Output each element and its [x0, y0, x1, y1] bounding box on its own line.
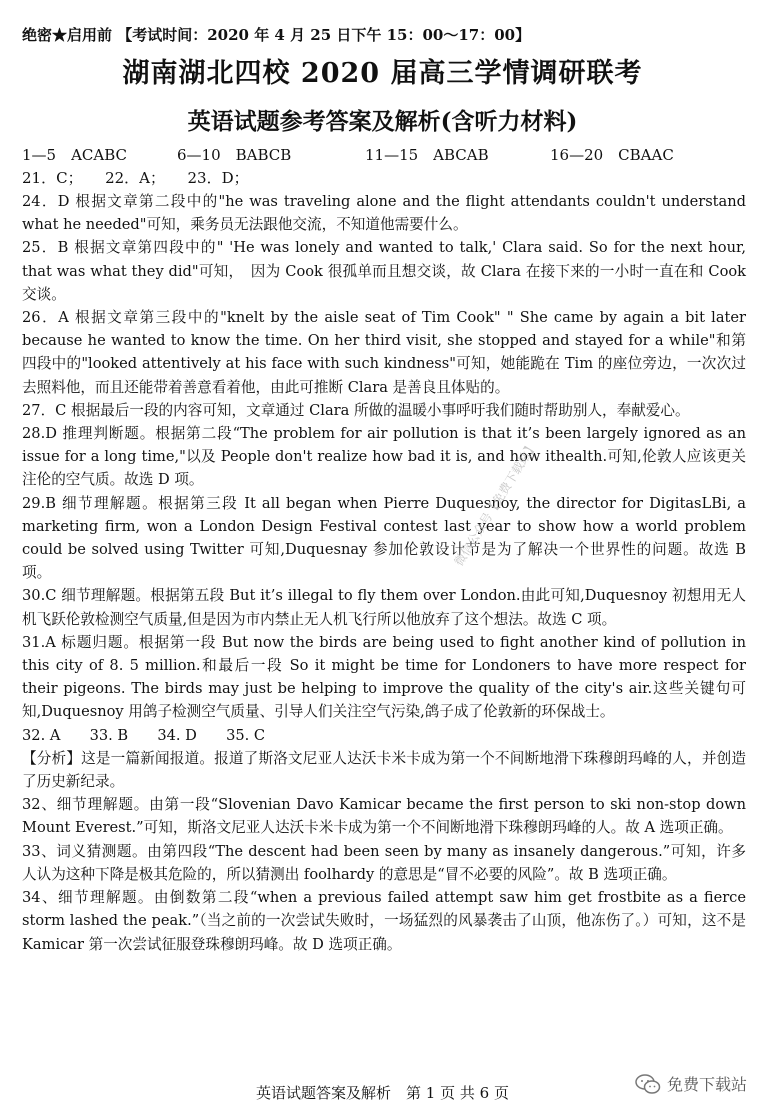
document-subtitle: 英语试题参考答案及解析(含听力材料) — [187, 108, 578, 135]
explanation-26: 26．A 根据文章第三段中的"knelt by the aisle seat of Tim Cook" " She came by again a bit later because he wanted to know the time. On her third visit, she stopped and stayed for a while"和第四段中的"looked attentively at his face with such kindness"可知，她能跪在 Tim 的座位旁边，一次次过去照料他，而且还能带着善意看着他，由此可推断 Clara 是善良且体贴的。 — [22, 309, 746, 396]
answer-group-16-20: 16—20 CBAAC — [550, 146, 674, 164]
brand-badge — [635, 1072, 747, 1095]
diagonal-watermark: 微信公众号【免费下载站】 — [451, 438, 540, 569]
answer-group-6-10: 6—10 BABCB — [177, 146, 292, 164]
answer-group-1-5: 1—5 ACABC — [22, 146, 128, 164]
explanation-27: 27．C 根据最后一段的内容可知，文章通过 Clara 所做的温暖小事呼吁我们随时帮助别人，奉献爱心。 — [22, 401, 690, 419]
explanation-29: 29.B 细节理解题。根据第三段 It all began when Pierre Duquesnoy, the director for DigitasLBi, a marketing firm, won a London Design Festival contest last year to show how a world problem could be solved using Twitter 可知,Duquesnay 参加伦敦设计节是为了解决一个世界性的问题。故选 B 项。 — [22, 494, 746, 582]
answer-row-2: 21．C； 22．A； 23．D； — [22, 169, 249, 187]
wechat-icon — [635, 1073, 661, 1095]
answers-32-35: 32. A 33. B 34. D 35. C — [22, 726, 266, 744]
explanation-25: 25．B 根据文章第四段中的" 'He was lonely and wanted to talk,' Clara said. So for the next hour, that was what they did"可知， 因为 Cook 很孤单而且想交谈，故 Clara 在接下来的一小时一直在和 Cook 交谈。 — [22, 239, 746, 303]
confidential-exam-time-line: 绝密★启用前 【考试时间：2020 年 4 月 25 日下午 15：00～17：00】 — [22, 26, 531, 44]
page-footer: 英语试题答案及解析 第 1 页 共 6 页 — [256, 1084, 509, 1102]
explanation-30: 30.C 细节理解题。根据第五段 But it’s illegal to fly them over London.由此可知,Duquesnoy 初想用无人机飞跃伦敦检测空气质量,但是因为市内禁止无人机飞行所以他放弃了这个想法。故选 C 项。 — [22, 587, 746, 628]
explanation-33: 33、词义猜测题。由第四段“The descent had been seen by many as insanely dangerous.”可知，许多人认为这种下降是极其危险的，所以猜测出 foolhardy 的意思是“冒不必要的风险”。故 B 选项正确。 — [22, 842, 746, 883]
brand-name: 免费下载站 — [666, 1075, 747, 1094]
answer-row-1 — [22, 144, 752, 167]
explanation-34: 34、细节理解题。由倒数第二段“when a previous failed attempt saw him get frostbite as a fierce storm lashed the peak.”（当之前的一次尝试失败时，一场猛烈的风暴袭击了山顶，他冻伤了。）可知，这不是 Kamicar 第一次尝试征服登珠穆朗玛峰。故 D 选项正确。 — [22, 889, 746, 953]
explanation-28: 28.D 推理判断题。根据第二段“The problem for air pollution is that it’s been largely ignored as an issue for a long time,"以及 People don't realize how bad it is, and how ithealth.可知,伦敦人应该更关注伦的空气质。故选 D 项。 — [22, 425, 746, 489]
explanation-24: 24．D 根据文章第二段中的"he was traveling alone and the flight attendants couldn't understand what he needed"可知，乘务员无法跟他交流，不知道他需要什么。 — [22, 193, 746, 234]
document-title: 湖南湖北四校 2020 届高三学情调研联考 — [122, 58, 643, 89]
answer-key — [22, 144, 752, 190]
explanation-32: 32、细节理解题。由第一段“Slovenian Davo Kamicar became the first person to ski non-stop down Mount Everest.”可知，斯洛文尼亚人达沃卡米卡成为第一个不间断地滑下珠穆朗玛峰的人。故 A 选项正确。 — [22, 796, 746, 837]
explanations — [22, 190, 746, 956]
answer-group-11-15: 11—15 ABCAB — [365, 146, 489, 164]
explanation-31: 31.A 标题归题。根据第一段 But now the birds are being used to fight another kind of pollution in this city of 8. 5 million.和最后一段 So it might be time for Londoners to have more respect for their pigeons. The birds may just be helping to improve the quality of the city's air.这些关键句可知,Duquesnoy 用鸽子检测空气质量、引导人们关注空气污染,鸽子成了伦敦新的环保战士。 — [22, 633, 746, 721]
analysis-summary: 【分析】这是一篇新闻报道。报道了斯洛文尼亚人达沃卡米卡成为第一个不间断地滑下珠穆朗玛峰的人，并创造了历史新纪录。 — [22, 749, 746, 791]
